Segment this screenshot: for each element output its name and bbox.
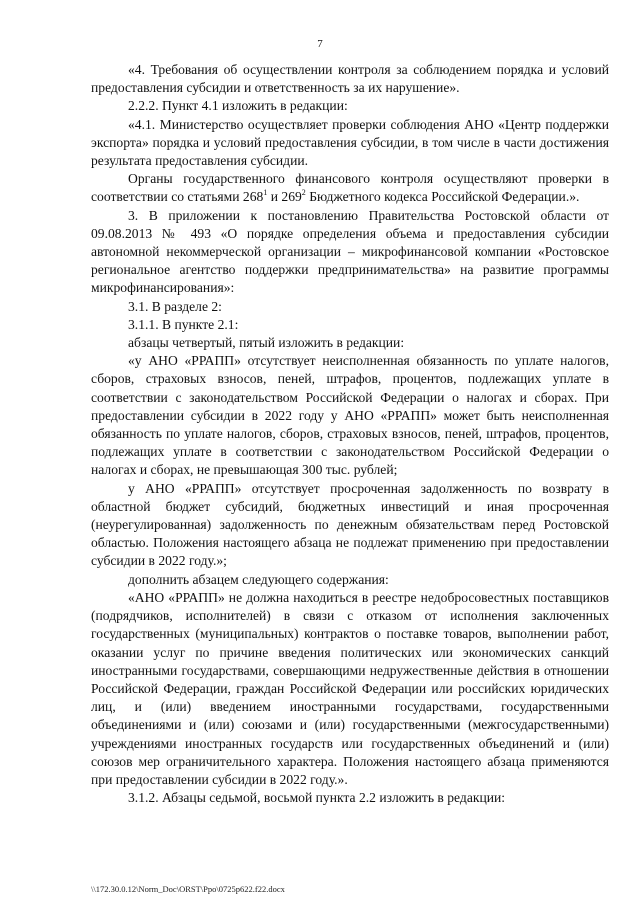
superscript-1: 1 [263, 188, 268, 198]
paragraph-overdue-debt: у АНО «РРАПП» отсутствует просроченная задолженность по возврату в областной бюджет субсидий, бюджетных инвестиций и иная просроченная (неурегулированная) задолженность по денежным обязательствам перед Ростовской областью. Положения настоящего абзаца не подлежат применению при предоставлении субсидии в 2022 году.»; [91, 480, 609, 569]
paragraph-requirements-title: «4. Требования об осуществлении контроля за соблюдением порядка и условий предоставления субсидии и ответственность за их нарушение». [91, 62, 609, 96]
paragraph-3-1-1: 3.1.1. В пункте 2.1: [128, 316, 239, 332]
paragraph-item-3: 3. В приложении к постановлению Правительства Ростовской области от 09.08.2013 № 493 «О порядке определения объема и предоставления субсидии автономной некоммерческой организации – микрофинансовой компании «Ростовское региональное агентство поддержки предпринимательства» на развитие программы микрофинансирования»: [91, 207, 609, 296]
paragraph-2-2-2: 2.2.2. Пункт 4.1 изложить в редакции: [128, 98, 348, 114]
paragraph-3-1: 3.1. В разделе 2: [128, 298, 222, 314]
paragraph-add-abzac: дополнить абзацем следующего содержания: [128, 571, 389, 587]
superscript-2: 2 [301, 188, 306, 198]
document-body [91, 61, 609, 807]
page-number: 7 [317, 38, 323, 50]
paragraph-abzacy: абзацы четвертый, пятый изложить в редакции: [128, 335, 405, 351]
paragraph-3-1-2: 3.1.2. Абзацы седьмой, восьмой пункта 2.2 изложить в редакции: [128, 790, 506, 806]
budget-text-middle: и 269 [267, 189, 302, 205]
file-path-footer: \\172.30.0.12\Norm_Doc\ORST\Ppo\0725p622.f22.docx [91, 884, 285, 894]
paragraph-4-1: «4.1. Министерство осуществляет проверки соблюдения АНО «Центр поддержки экспорта» порядка и условий предоставления субсидии, в том числе в части достижения результата предоставления субсидии. [91, 116, 609, 169]
paragraph-unreliable-suppliers: «АНО «РРАПП» не должна находиться в реестре недобросовестных поставщиков (подрядчиков, исполнителей) в связи с отказом от исполнения заключенных государственных (муниципальных) контрактов о поставке товаров, выполнении работ, оказании услуг по причине введения политических или экономических санкций иностранными государствами, совершающими недружественные действия в отношении Российской Федерации, граждан Российской Федерации или российских юридических лиц, и (или) введением иностранными государствами, государственными объединениями и (или) союзами и (или) государственными (межгосударственными) учреждениями иностранных государств или государственных объединений и (или) союзов мер ограничительного характера. Положения настоящего абзаца применяются при предоставлении субсидии в 2022 году.». [91, 589, 609, 787]
budget-text-before: Органы государственного финансового контроля осуществляют проверки в соответствии со статьями 268 [91, 171, 609, 205]
paragraph-budget-control [91, 170, 609, 206]
budget-text-after: Бюджетного кодекса Российской Федерации.». [305, 189, 580, 205]
paragraph-tax-obligation: «у АНО «РРАПП» отсутствует неисполненная обязанность по уплате налогов, сборов, страховых взносов, пеней, штрафов, процентов, подлежащих уплате в соответствии с законодательством Российской Федерации о налогах и сборах. При предоставлении субсидии в 2022 году у АНО «РРАПП» может быть неисполненная обязанность по уплате налогов, сборов, страховых взносов, пеней, штрафов, процентов, подлежащих уплате в соответствии с законодательством Российской Федерации о налогах и сборах, не превышающая 300 тыс. рублей; [91, 353, 609, 478]
